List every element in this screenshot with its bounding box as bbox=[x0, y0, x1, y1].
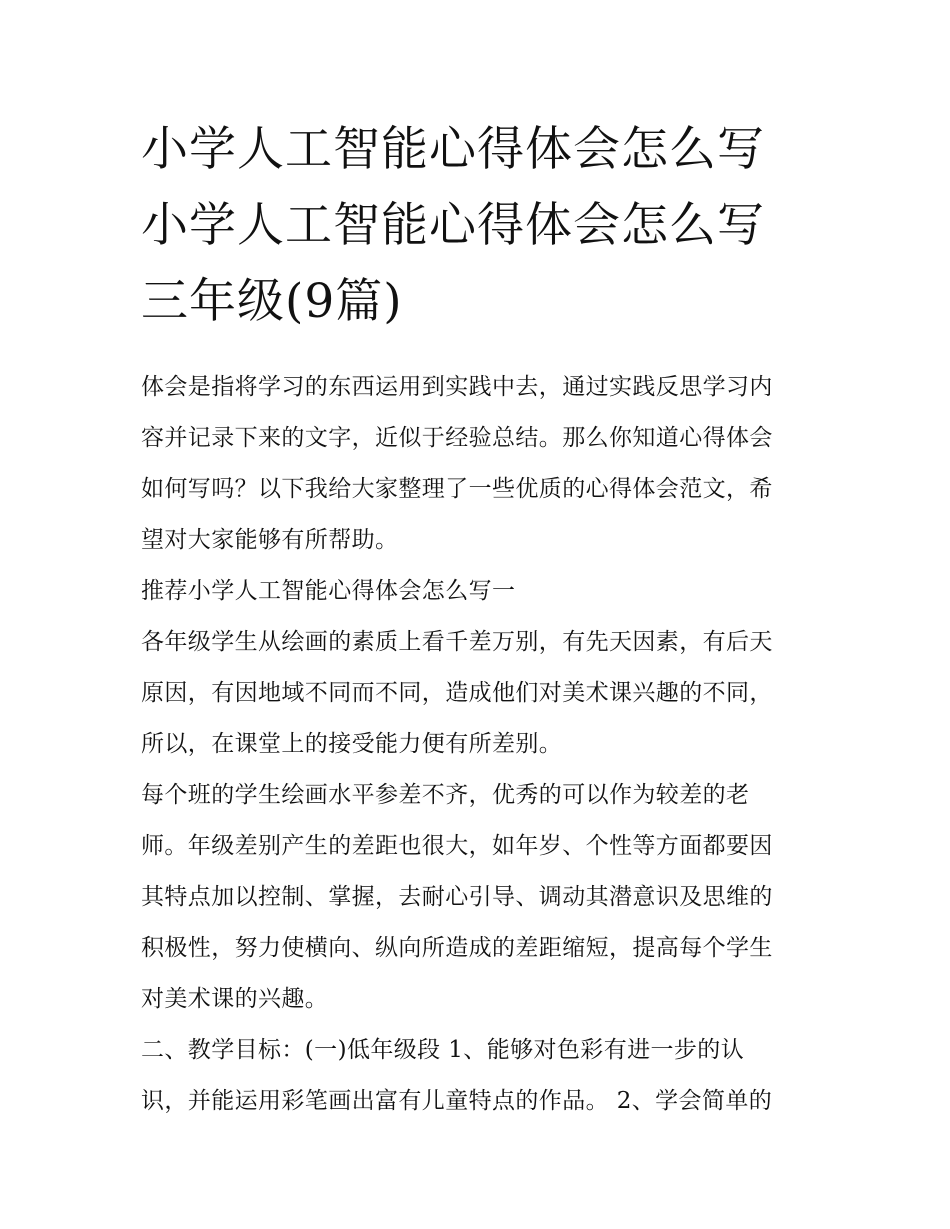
document-body bbox=[141, 362, 821, 1127]
text-line: 体会是指将学习的东西运用到实践中去，通过实践反思学习内 bbox=[141, 374, 773, 400]
text-line: 二、教学目标：(一)低年级段 1、能够对色彩有进一步的认 bbox=[141, 1037, 745, 1063]
document-page bbox=[141, 112, 821, 1127]
text-line: 各年级学生从绘画的素质上看千差万别，有先天因素，有后天 bbox=[141, 629, 773, 655]
text-line: 容并记录下来的文字，近似于经验总结。那么你知道心得体会 bbox=[141, 425, 773, 451]
intro-paragraph bbox=[141, 362, 821, 566]
text-line: 其特点加以控制、掌握，去耐心引导、调动其潜意识及思维的 bbox=[141, 884, 773, 910]
text-line: 识，并能运用彩笔画出富有儿童特点的作品。 2、学会简单的 bbox=[141, 1088, 773, 1114]
title-line-3: 三年级(9篇) bbox=[141, 274, 403, 329]
title-line-2: 小学人工智能心得体会怎么写 bbox=[141, 198, 765, 253]
text-line: 积极性，努力使横向、纵向所造成的差距缩短，提高每个学生 bbox=[141, 935, 773, 961]
text-line: 如何写吗？以下我给大家整理了一些优质的心得体会范文，希 bbox=[141, 476, 773, 502]
section-heading bbox=[141, 566, 821, 617]
title-line-1: 小学人工智能心得体会怎么写 bbox=[141, 122, 765, 177]
body-paragraph-1 bbox=[141, 617, 821, 770]
text-line: 师。年级差别产生的差距也很大，如年岁、个性等方面都要因 bbox=[141, 833, 773, 859]
text-line: 原因，有因地域不同而不同，造成他们对美术课兴趣的不同， bbox=[141, 680, 773, 706]
document-title bbox=[141, 112, 821, 340]
text-line: 推荐小学人工智能心得体会怎么写一 bbox=[141, 578, 516, 604]
text-line: 望对大家能够有所帮助。 bbox=[141, 527, 399, 553]
text-line: 对美术课的兴趣。 bbox=[141, 986, 329, 1012]
body-paragraph-3 bbox=[141, 1025, 821, 1127]
text-line: 所以，在课堂上的接受能力便有所差别。 bbox=[141, 731, 563, 757]
text-line: 每个班的学生绘画水平参差不齐，优秀的可以作为较差的老 bbox=[141, 782, 750, 808]
body-paragraph-2 bbox=[141, 770, 821, 1025]
